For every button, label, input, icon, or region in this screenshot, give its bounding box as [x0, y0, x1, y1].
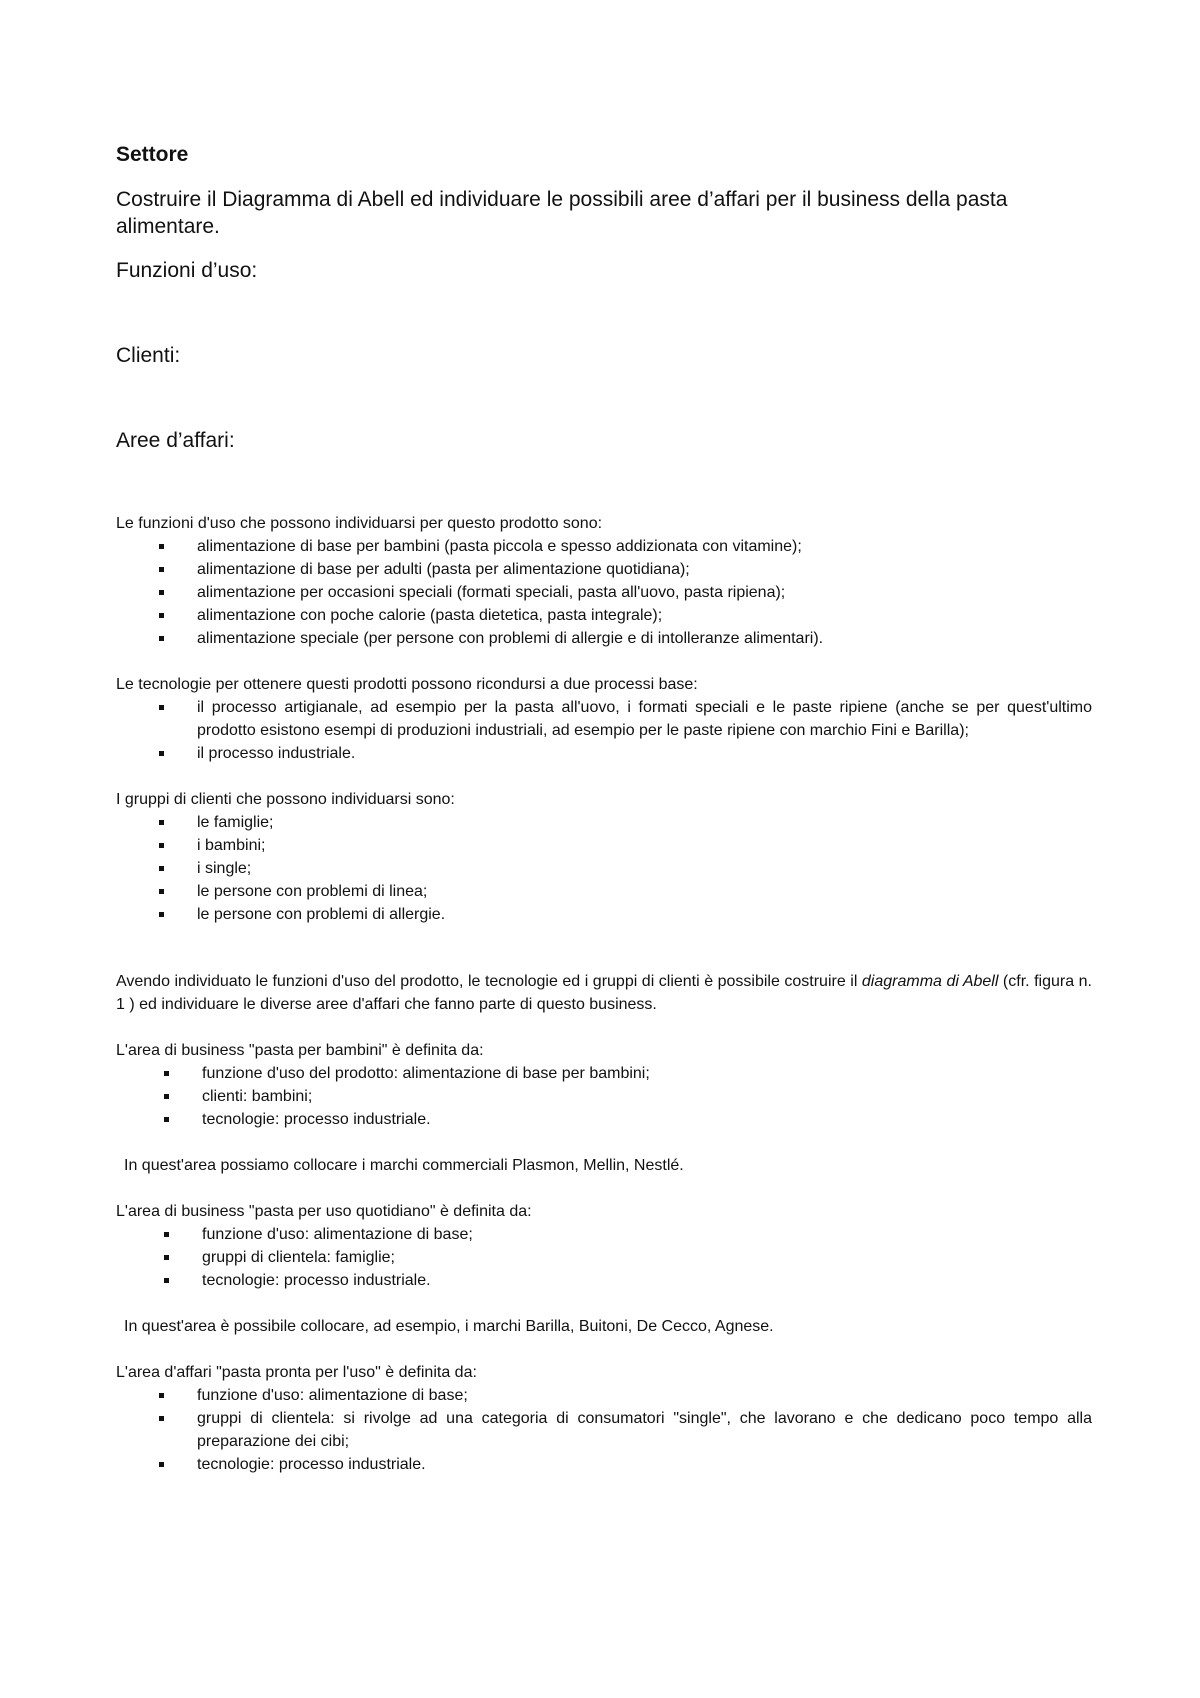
list-item: funzione d'uso: alimentazione di base;: [202, 1223, 1092, 1246]
list-item: alimentazione per occasioni speciali (formati speciali, pasta all'uovo, pasta ripiena);: [197, 581, 1092, 604]
area-pronta-list: [116, 1384, 1092, 1476]
task-statement: Costruire il Diagramma di Abell ed individuare le possibili aree d’affari per il business della pasta alimentare.: [116, 188, 1008, 238]
list-item: alimentazione di base per bambini (pasta piccola e spesso addizionata con vitamine);: [197, 535, 1092, 558]
list-item: le persone con problemi di allergie.: [197, 903, 1092, 926]
list-item: alimentazione speciale (per persone con problemi di allergie e di intolleranze alimentari).: [197, 627, 1092, 650]
list-item: le persone con problemi di linea;: [197, 880, 1092, 903]
area-quotidiano-note: In quest'area è possibile collocare, ad esempio, i marchi Barilla, Buitoni, De Cecco, Agnese.: [124, 1318, 774, 1335]
list-item: i single;: [197, 857, 1092, 880]
area-bambini-list: [116, 1062, 1092, 1131]
functions-intro: Le funzioni d'uso che possono individuarsi per questo prodotto sono:: [116, 515, 603, 532]
abell-diagram-name: diagramma di Abell: [861, 973, 999, 990]
list-item: alimentazione con poche calorie (pasta dietetica, pasta integrale);: [197, 604, 1092, 627]
functions-list: [116, 535, 1092, 650]
list-item: tecnologie: processo industriale.: [202, 1108, 1092, 1131]
list-item: tecnologie: processo industriale.: [202, 1269, 1092, 1292]
clients-intro: I gruppi di clienti che possono individuarsi sono:: [116, 791, 455, 808]
document-body: [116, 142, 1092, 1476]
list-item: funzione d'uso: alimentazione di base;: [197, 1384, 1092, 1407]
list-item: alimentazione di base per adulti (pasta per alimentazione quotidiana);: [197, 558, 1092, 581]
list-item: gruppi di clientela: famiglie;: [202, 1246, 1092, 1269]
list-item: funzione d'uso del prodotto: alimentazione di base per bambini;: [202, 1062, 1092, 1085]
clients-list: [116, 811, 1092, 926]
field-aree: Aree d’affari:: [116, 429, 235, 452]
list-item: i bambini;: [197, 834, 1092, 857]
field-clienti: Clienti:: [116, 344, 181, 367]
abell-text-before: Avendo individuato le funzioni d'uso del prodotto, le tecnologie ed i gruppi di clienti è possibile costruire il: [116, 973, 862, 990]
list-item: gruppi di clientela: si rivolge ad una categoria di consumatori "single", che lavorano e che dedicano poco tempo alla preparazione dei cibi;: [197, 1407, 1092, 1453]
technologies-section: [116, 673, 1092, 765]
field-funzioni: Funzioni d’uso:: [116, 259, 258, 282]
abell-text-after: (cfr. figura n. 1 ) ed individuare le diverse aree d'affari che fanno parte di questo business.: [116, 973, 1092, 1013]
area-bambini-intro: L'area di business "pasta per bambini" è definita da:: [116, 1042, 484, 1059]
list-item: le famiglie;: [197, 811, 1092, 834]
list-item: clienti: bambini;: [202, 1085, 1092, 1108]
area-pronta-intro: L'area d'affari "pasta pronta per l'uso" è definita da:: [116, 1364, 477, 1381]
area-bambini-note: In quest'area possiamo collocare i marchi commerciali Plasmon, Mellin, Nestlé.: [124, 1157, 684, 1174]
clients-section: [116, 788, 1092, 926]
list-item: il processo industriale.: [197, 742, 1092, 765]
area-quotidiano-section: [116, 1200, 1092, 1292]
list-item: tecnologie: processo industriale.: [197, 1453, 1092, 1476]
technologies-list: [116, 696, 1092, 765]
area-quotidiano-list: [116, 1223, 1092, 1292]
area-bambini-section: [116, 1039, 1092, 1131]
list-item: il processo artigianale, ad esempio per la pasta all'uovo, i formati speciali e le paste ripiene (anche se per quest'ultimo prodotto esistono esempi di produzioni industriali, ad esempio per le paste ripiene con marchio Fini e Barilla);: [197, 696, 1092, 742]
abell-paragraph: [116, 970, 1092, 1016]
technologies-intro: Le tecnologie per ottenere questi prodotti possono ricondursi a due processi base:: [116, 676, 698, 693]
area-quotidiano-intro: L'area di business "pasta per uso quotidiano" è definita da:: [116, 1203, 532, 1220]
functions-section: [116, 512, 1092, 650]
area-pronta-section: [116, 1361, 1092, 1476]
page-title: Settore: [116, 143, 189, 166]
